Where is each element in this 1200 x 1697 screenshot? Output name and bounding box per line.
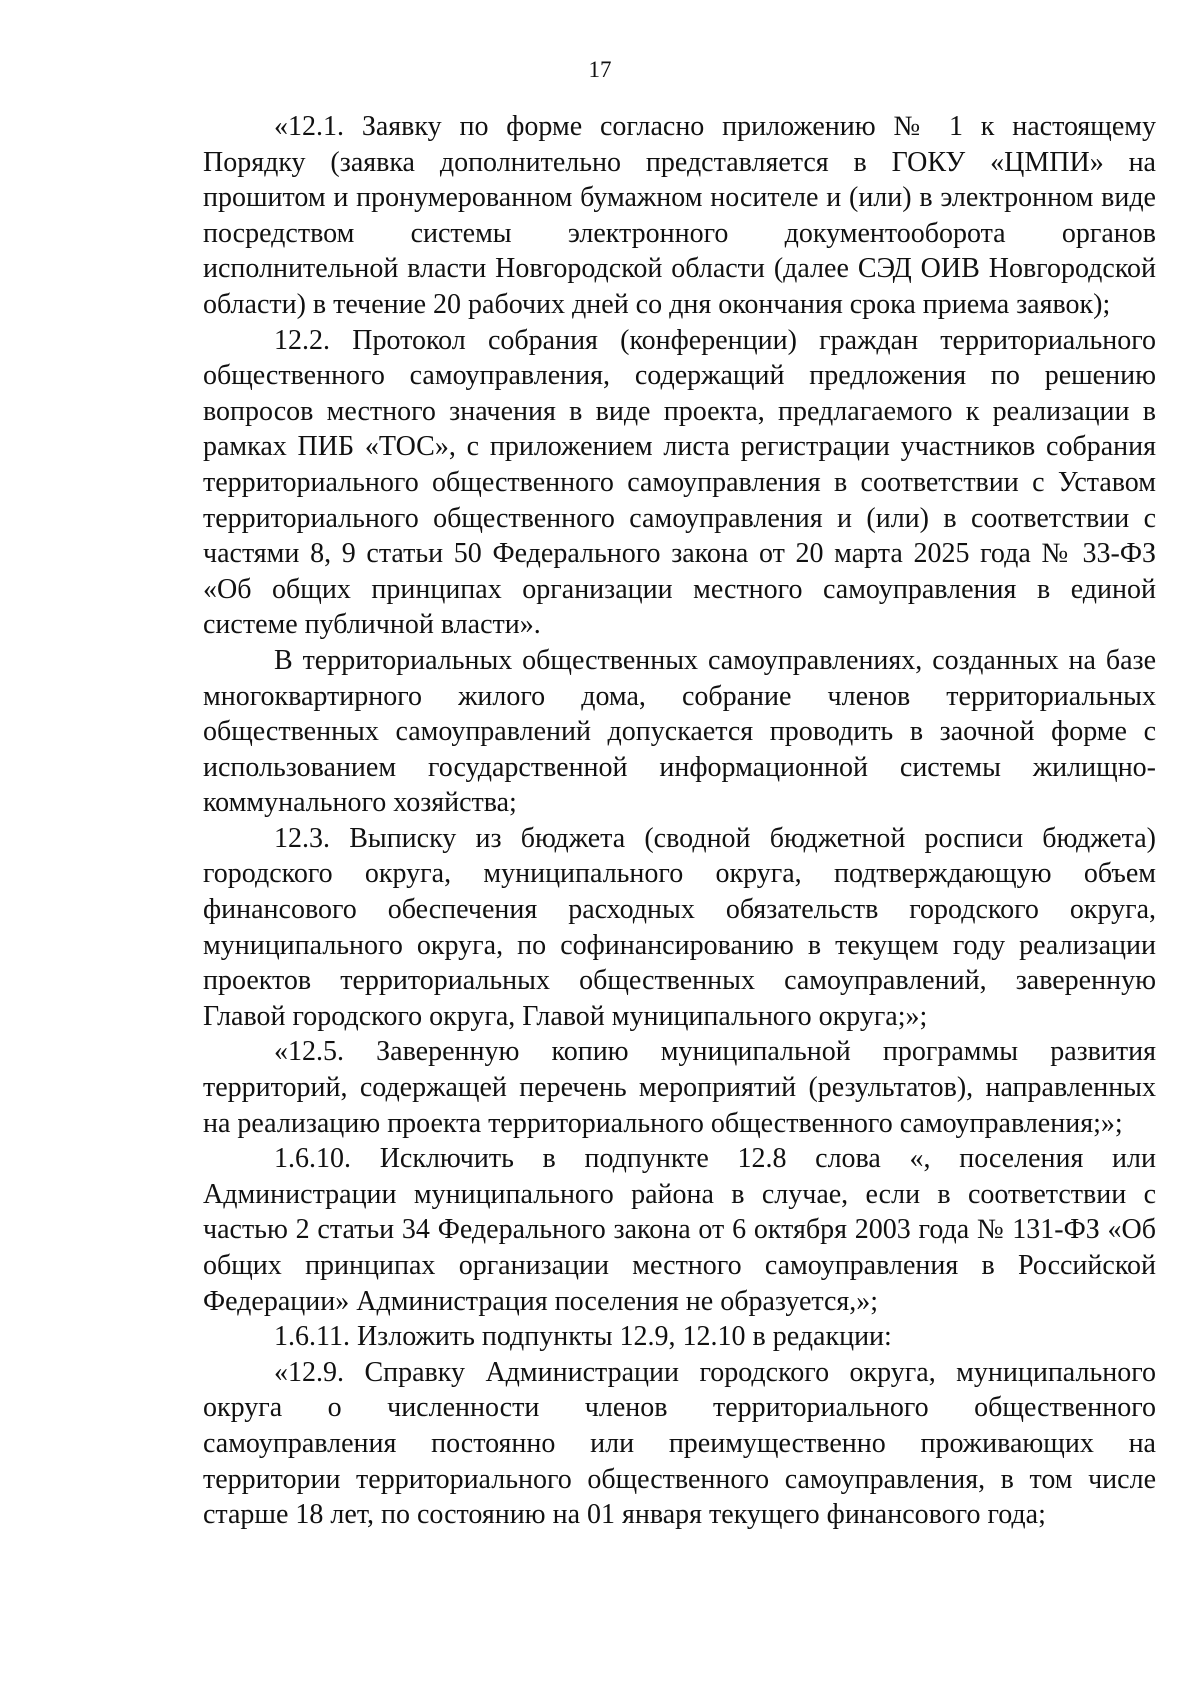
page-number: 17 — [588, 57, 612, 82]
paragraph-12-9: «12.9. Справку Администрации городского округа, муниципального округа о численности членов территориального общественного самоуправления постоянно или преимущественно проживающих на территории территориального общественного самоуправления, в том числе старше 18 лет, по состоянию на 01 января текущего финансового года; — [203, 1356, 1156, 1531]
paragraph-12-5: «12.5. Заверенную копию муниципальной программы развития территорий, содержащей перечень мероприятий (результатов), направленных на реализацию проекта территориального общественного самоуправления;»; — [203, 1036, 1156, 1139]
paragraph-1-6-10: 1.6.10. Исключить в подпункте 12.8 слова «, поселения или Администрации муниципального района в случае, если в соответствии с частью 2 статьи 34 Федерального закона от 6 октября 2003 года № 131-ФЗ «Об общих принципах организации местного самоуправления в Российской Федерации» Администрация поселения не образуется,»; — [203, 1143, 1156, 1317]
document-body — [203, 109, 1156, 1533]
paragraph-tos-apartment: В территориальных общественных самоуправлениях, созданных на базе многоквартирного жилого дома, собрание членов территориальных общественных самоуправлений допускается проводить в заочной форме с использованием государственной информационной системы жилищно-коммунального хозяйства; — [203, 644, 1156, 819]
paragraph-12-2: 12.2. Протокол собрания (конференции) граждан территориального общественного самоуправления, содержащий предложения по решению вопросов местного значения в виде проекта, предлагаемого к реализации в рамках ПИБ «ТОС», с приложением листа регистрации участников собрания территориального общественного самоуправления в соответствии с Уставом территориального общественного самоуправления и (или) в соответствии с частями 8, 9 статьи 50 Федерального закона от 20 марта 2025 года № 33-ФЗ «Об общих принципах организации местного самоуправления в единой системе публичной власти». — [203, 324, 1156, 641]
paragraph-12-3: 12.3. Выписку из бюджета (сводной бюджетной росписи бюджета) городского округа, муниципального округа, подтверждающую объем финансового обеспечения расходных обязательств городского округа, муниципального округа, по софинансированию в текущем году реализации проектов территориальных общественных самоуправлений, заверенную Главой городского округа, Главой муниципального округа;»; — [203, 822, 1156, 1032]
paragraph-1-6-11: 1.6.11. Изложить подпункты 12.9, 12.10 в редакции: — [274, 1321, 892, 1353]
paragraph-12-1: «12.1. Заявку по форме согласно приложению № 1 к настоящему Порядку (заявка дополнительно представляется в ГОКУ «ЦМПИ» на прошитом и пронумерованном бумажном носителе и (или) в электронном виде посредством системы электронного документооборота органов исполнительной власти Новгородской области (далее СЭД ОИВ Новгородской области) в течение 20 рабочих дней со дня окончания срока приема заявок); — [203, 111, 1156, 320]
